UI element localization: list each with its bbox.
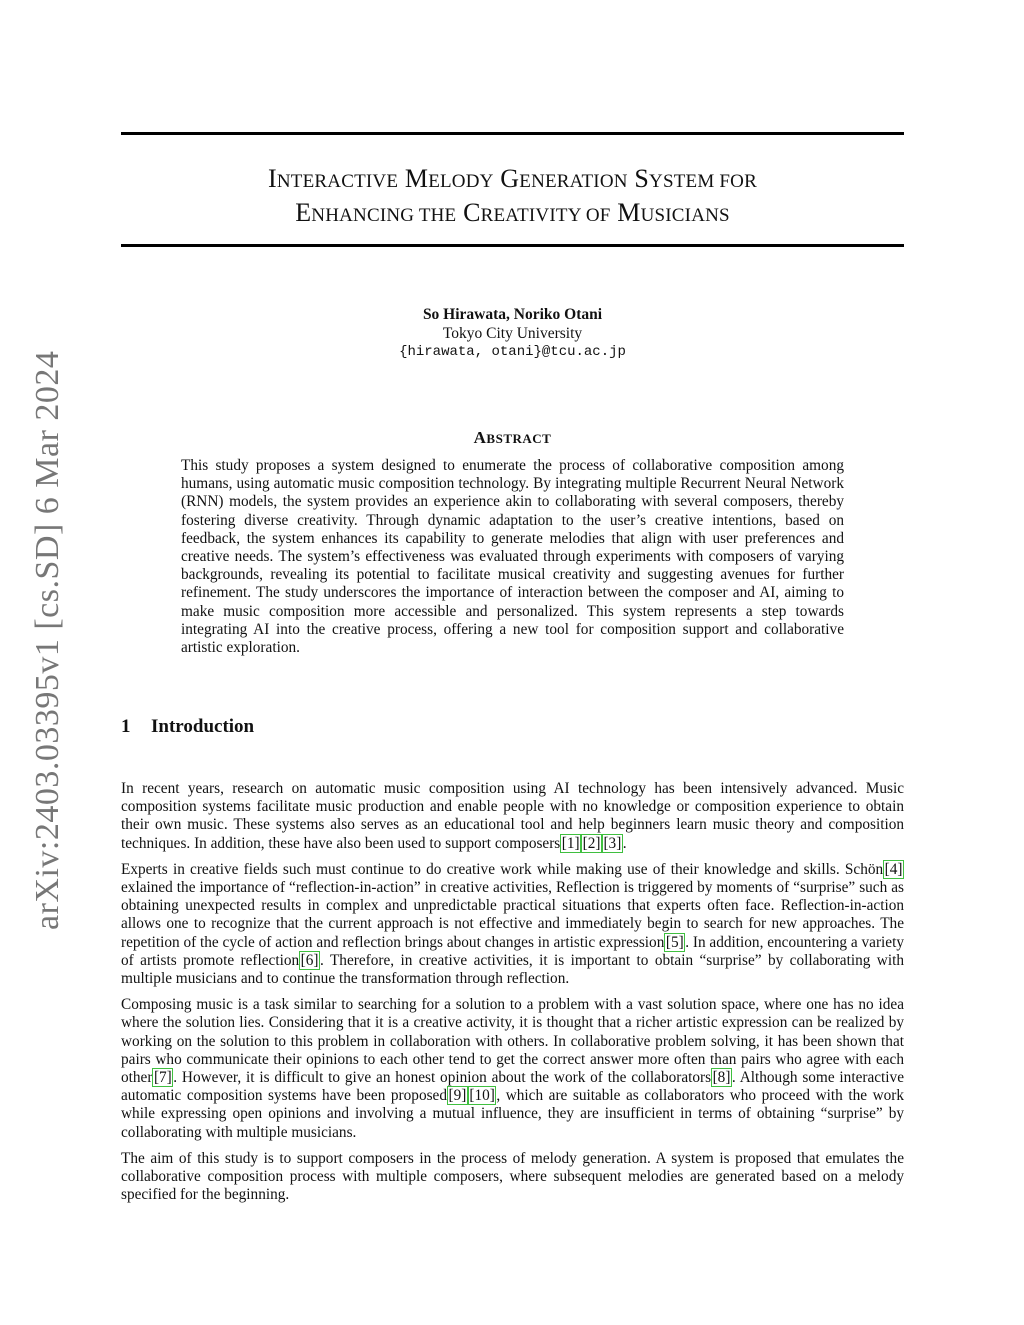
title-rule-top bbox=[121, 132, 904, 135]
title-rule-bottom bbox=[121, 244, 904, 247]
body-text bbox=[121, 780, 904, 1212]
section-number: 1 bbox=[121, 716, 131, 737]
paragraph: Composing music is a task similar to searching for a solution to a problem with a vast solution space, where one has no idea where the solution lies. Considering that it is a creative activity, it is thought that a richer artistic expression can be realized by working on the solution to this problem in collaboration with others. In collaborative problem solving, it has been shown that pairs who communicate their opinions to each other tend to get the correct answer more often than pairs who agree with each other[7]. However, it is difficult to give an honest opinion about the work of the collaborators[8]. Although some interactive automatic composition systems have been proposed[9] [10], which are suitable as collaborators who proceed with the work while expressing open opinions and involving a mutual influence, they are insufficient in terms of obtaining “surprise” by collaborating with multiple musicians. bbox=[121, 996, 905, 1141]
section-title: Introduction bbox=[151, 716, 255, 737]
citation-link[interactable]: [3] bbox=[603, 834, 622, 852]
author-affiliation: Tokyo City University bbox=[442, 325, 583, 342]
paragraph: Experts in creative fields such must continue to do creative work while making use of their knowledge and skills. Schön[4] exlained the importance of “reflection-in-action” in creative activities, Reflection is triggered by moments of “surprise” such as obtaining unexpected results in complex and unpredictable practical situations that experts often face. Reflection-in-action allows one to recognize that the current approach is not effective and immediately begin to search for new approaches. The repetition of the cycle of action and reflection brings about changes in artistic expression[5]. In addition, encountering a variety of artists promote reflection[6]. Therefore, in creative activities, it is important to obtain “surprise” by collaborating with multiple musicians and to continue the transformation through reflection. bbox=[121, 860, 904, 988]
citation-link[interactable]: [5] bbox=[665, 933, 684, 951]
paragraph: In recent years, research on automatic music composition using AI technology has been intensively advanced. Music composition systems facilitate music production and enable people with no knowledge or composition experience to obtain their own music. These systems also serves as an educational tool and help beginners learn music theory and composition techniques. In addition, these have also been used to support composers[1] [2] [3]. bbox=[121, 780, 904, 852]
citation-link[interactable]: [9] bbox=[448, 1087, 467, 1105]
paper-title-line-1: INTERACTIVE MELODY GENERATION SYSTEM FOR bbox=[268, 164, 757, 193]
citation-link[interactable]: [10] bbox=[469, 1087, 495, 1105]
paper-title-line-2: ENHANCING THE CREATIVITY OF MUSICIANS bbox=[295, 198, 730, 227]
author-email: {hirawata, otani}@tcu.ac.jp bbox=[399, 344, 626, 360]
author-names: So Hirawata, Noriko Otani bbox=[422, 306, 603, 323]
abstract-text: This study proposes a system designed to enumerate the process of collaborative composition among humans, using automatic music composition technology. By integrating multiple Recurrent Neural Network (RNN) models, the system provides an experience akin to collaborating with several composers, thereby fostering diverse creativity. Through dynamic adaptation to the user’s creative intentions, based on feedback, the system enhances its capability to generate melodies that align with user preferences and creative needs. The system’s effectiveness was evaluated through experiments with composers of varying backgrounds, revealing its potential to facilitate musical creativity and suggesting avenues for further refinement. The study underscores the importance of interaction between the composer and AI, aiming to make music composition more accessible and personalized. This system represents a step towards integrating AI into the creative process, offering a new tool for composition support and collaborative artistic exploration. bbox=[181, 457, 844, 657]
citation-link[interactable]: [7] bbox=[153, 1069, 172, 1087]
citation-link[interactable]: [1] bbox=[561, 834, 580, 852]
citation-link[interactable]: [2] bbox=[582, 834, 601, 852]
citation-link[interactable]: [6] bbox=[300, 951, 319, 969]
citation-link[interactable]: [8] bbox=[712, 1069, 731, 1087]
citation-link[interactable]: [4] bbox=[884, 860, 903, 878]
abstract-heading: ABSTRACT bbox=[473, 428, 552, 447]
section-heading bbox=[121, 716, 254, 738]
arxiv-stamp: arXiv:2403.03395v1 [cs.SD] 6 Mar 2024 bbox=[29, 350, 66, 930]
paragraph: The aim of this study is to support composers in the process of melody generation. A system is proposed that emulates the collaborative composition process with multiple composers, where subsequent melodies are generated based on a melody specified for the beginning. bbox=[121, 1149, 904, 1204]
author-block bbox=[121, 305, 904, 362]
